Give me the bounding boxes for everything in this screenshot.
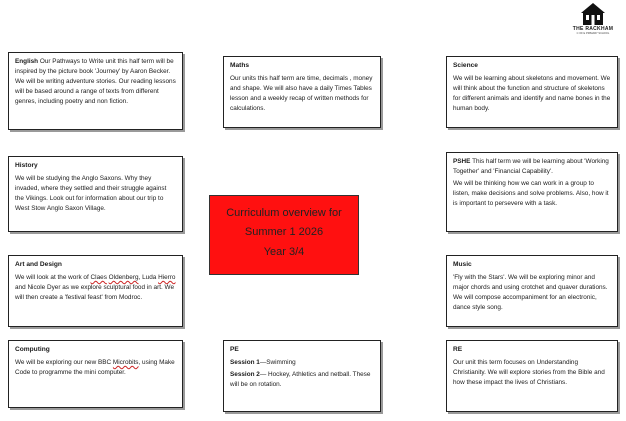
science-text: We will be learning about skeletons and movement. We will think about the function and structure of skeletons for different animals and identify and name bones in the human body. [453, 75, 611, 112]
music-box [446, 255, 618, 327]
pshe-text-2: We will be thinking how we can work in a group to listen, make decisions and solve problems. Also, how it is important to persevere with a task. [453, 179, 609, 207]
curriculum-title-line1: Curriculum overview for [226, 207, 342, 219]
maths-title: Maths [230, 62, 250, 69]
computing-box [8, 340, 183, 408]
pe-session-2: Session 2— Hockey, Athletics and netball. These will be on rotation. [230, 371, 371, 389]
art-design-title: Art and Design [15, 261, 62, 268]
history-title: History [15, 162, 38, 169]
history-text: We will be studying the Anglo Saxons. Why they invaded, where they settled and their struggle against the Vikings. Look out for information about our trip to West Stow Anglo Saxon Village. [15, 175, 167, 212]
maths-box [223, 56, 381, 128]
pshe-title: PSHE [453, 158, 471, 165]
computing-text: We will be exploring our new BBC Microbits, using Make Code to programme the mini computer. [15, 359, 175, 377]
pe-box [223, 340, 381, 412]
history-box [8, 156, 183, 232]
logo-subtitle: C OF E PRIMARY SCHOOL [576, 32, 610, 35]
english-box [8, 52, 183, 130]
re-box [446, 340, 618, 412]
music-text: 'Fly with the Stars'. We will be exploring minor and major chords and using crotchet and quaver durations. We will compose accompaniment for an electronic, dance style song. [453, 274, 608, 311]
maths-text: Our units this half term are time, decimals , money and shape. We will also have a daily Times Tables lesson and a weekly recap of written methods for calculations. [230, 75, 373, 112]
english-title: English [15, 58, 39, 65]
curriculum-title-line2: Summer 1 2026 [244, 226, 324, 239]
english-text: English Our Pathways to Write unit this half term will be inspired by the picture book 'Journey' by Aaron Becker. We will be writing adventure stories. Our reading lessons will be based around a range of texts from different genres, including poetry and non fiction. [15, 58, 176, 105]
pe-session-1: Session 1—Swimming [230, 359, 296, 367]
re-text: Our unit this term focuses on Understanding Christianity. We will explore stories from the Bible and how these impact the lives of Christians. [453, 359, 605, 387]
art-design-box [8, 255, 183, 327]
music-title: Music [453, 261, 472, 268]
pshe-box [446, 152, 618, 232]
pshe-text: PSHE This half term we will be learning about 'Working Together' and 'Financial Capability'. [453, 158, 609, 175]
curriculum-title-box [209, 195, 359, 275]
logo-name: THE RACKHAM [572, 26, 614, 32]
curriculum-title-line3: Year 3/4 [263, 245, 305, 258]
school-building-icon [580, 2, 606, 26]
science-box [446, 56, 618, 128]
pe-title: PE [230, 346, 239, 353]
art-design-text: We will look at the work of Claes Oldenberg, Luda Hierro and Nicole Dyer as we explore sculptural food in art. We will then create a 'festival feast' from Modroc. [15, 274, 176, 302]
science-title: Science [453, 62, 478, 69]
computing-title: Computing [15, 346, 50, 353]
re-title: RE [453, 346, 463, 353]
school-logo [563, 0, 623, 46]
